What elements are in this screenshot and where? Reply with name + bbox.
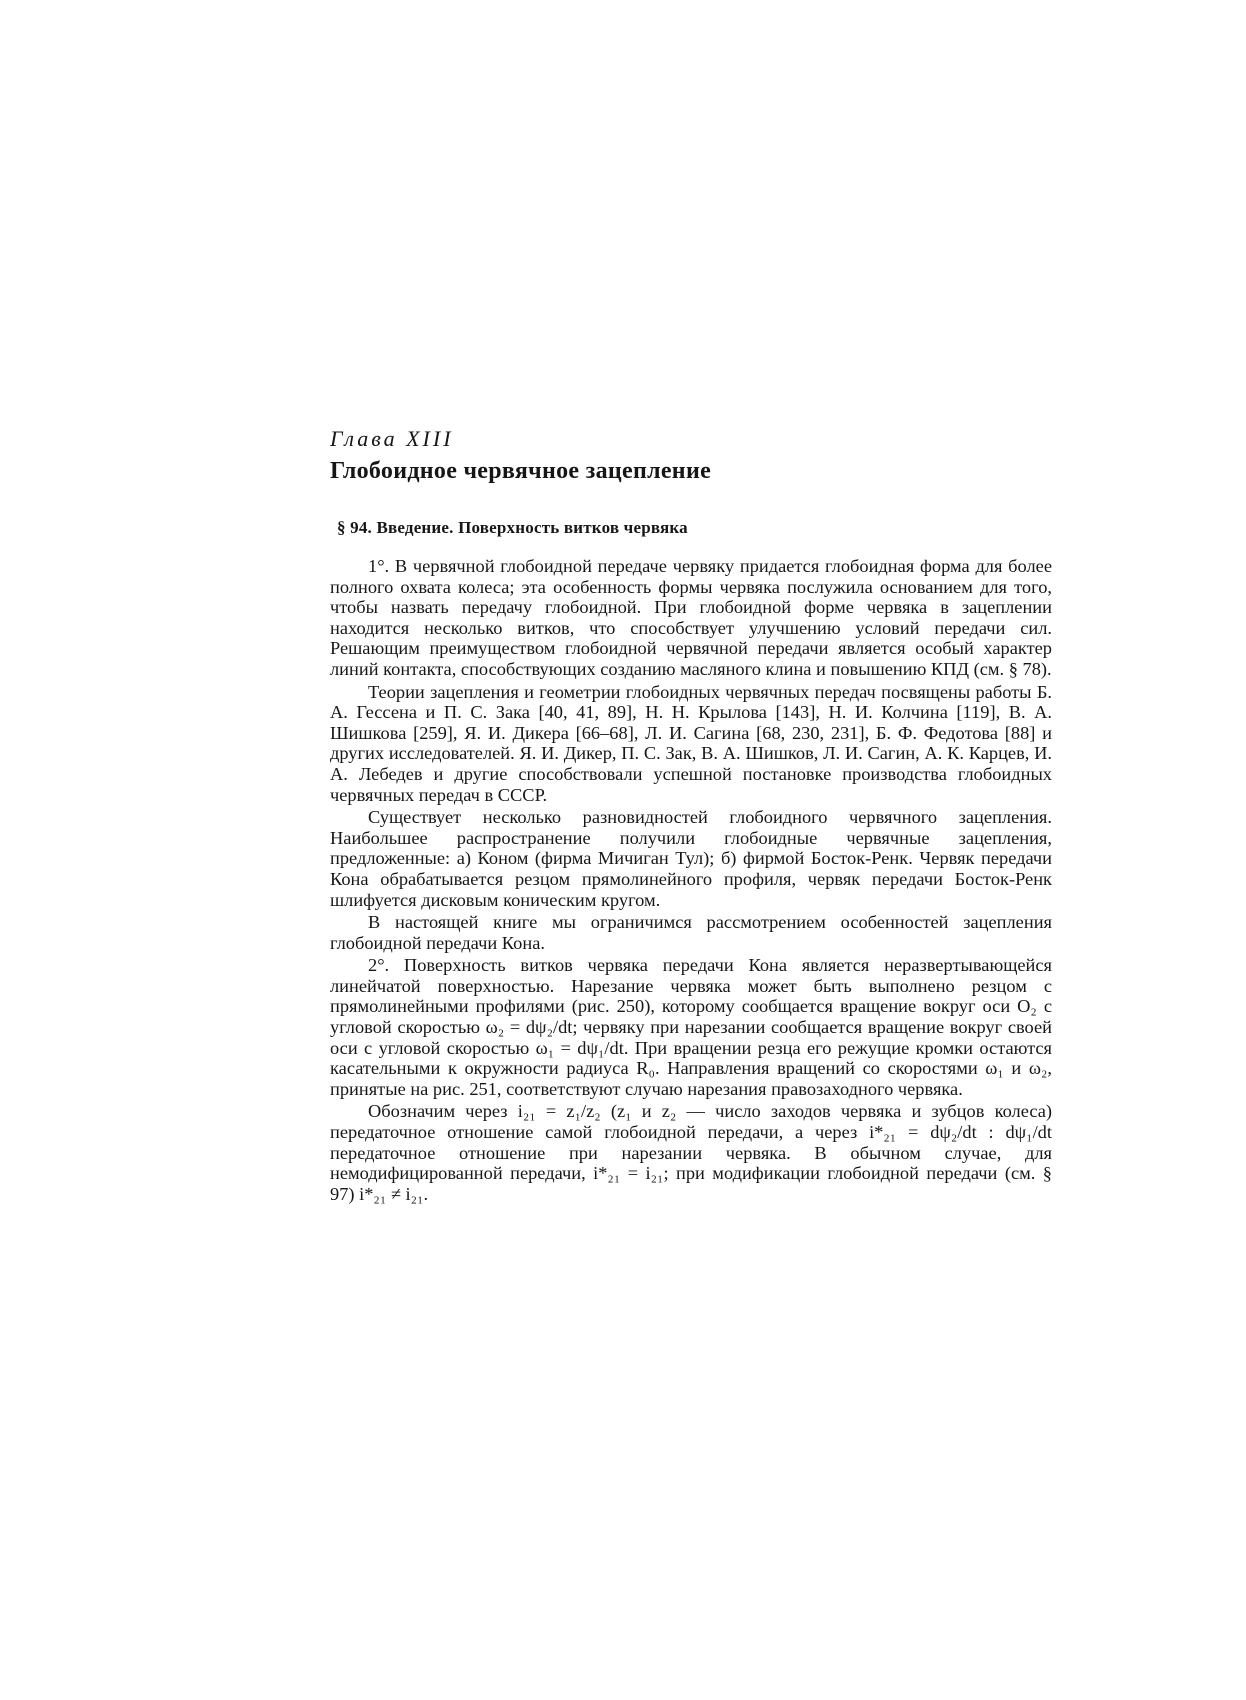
paragraph-surface: 2°. Поверхность витков червяка передачи Кона является неразвертывающейся линейчатой поверхностью. Нарезание червяка может быть выполнено резцом с прямолинейными профилями (рис. 250), которому сообщается вращение вокруг оси O₂ с угловой скоростью ω₂ = dψ₂/dt; червяку при нарезании сообщается вращение вокруг своей оси с угловой скоростью ω₁ = dψ₁/dt. При вращении резца его режущие кромки остаются касательными к окружности радиуса R₀. Направления вращений со скоростями ω₁ и ω₂, принятые на рис. 251, соответствуют случаю нарезания правозаходного червяка. (330, 955, 1052, 1099)
paragraph-varieties: Существует несколько разновидностей глобоидного червячного зацепления. Наибольшее распространение получили глобоидные червячные зацепления, предложенные: а) Коном (фирма Мичиган Тул); б) фирмой Босток-Ренк. Червяк передачи Кона обрабатывается резцом прямолинейного профиля, червяк передачи Босток-Ренк шлифуется дисковым коническим кругом. (330, 807, 1052, 910)
paragraph-intro: 1°. В червячной глобоидной передаче червяку придается глобоидная форма для более полного охвата колеса; эта особенность формы червяка послужила основанием для того, чтобы назвать передачу глобоидной. При глобоидной форме червяка в зацеплении находится несколько витков, что способствует улучшению условий передачи сил. Решающим преимуществом глобоидной червячной передачи является особый характер линий контакта, способствующих созданию масляного клина и повышению КПД (см. § 78). (330, 556, 1052, 679)
paragraph-references: Теории зацепления и геометрии глобоидных червячных передач посвящены работы Б. А. Гессена и П. С. Зака [40, 41, 89], Н. Н. Крылова [143], Н. И. Колчина [119], В. А. Шишкова [259], Я. И. Дикера [66–68], Л. И. Сагина [68, 230, 231], Б. Ф. Федотова [88] и других исследователей. Я. И. Дикер, П. С. Зак, В. А. Шишков, Л. И. Сагин, А. К. Карцев, И. А. Лебедев и другие способствовали успешной постановке производства глобоидных червячных передач в СССР. (330, 681, 1052, 805)
section-title: § 94. Введение. Поверхность витков червяка (337, 518, 688, 537)
paragraph-ratio: Обозначим через i₂₁ = z₁/z₂ (z₁ и z₂ — число заходов червяка и зубцов колеса) передаточное отношение самой глобоидной передачи, а через i*₂₁ = dψ₂/dt : dψ₁/dt передаточное отношение при нарезании червяка. В обычном случае, для немодифицированной передачи, i*₂₁ = i₂₁; при модификации глобоидной передачи (см. § 97) i*₂₁ ≠ i₂₁. (330, 1101, 1052, 1204)
paragraph-scope: В настоящей книге мы ограничимся рассмотрением особенностей зацепления глобоидной передачи Кона. (330, 912, 1052, 953)
chapter-title: Глобоидное червячное зацепление (330, 458, 712, 484)
body-text (330, 556, 1052, 1206)
chapter-label: Глава XIII (330, 426, 454, 451)
